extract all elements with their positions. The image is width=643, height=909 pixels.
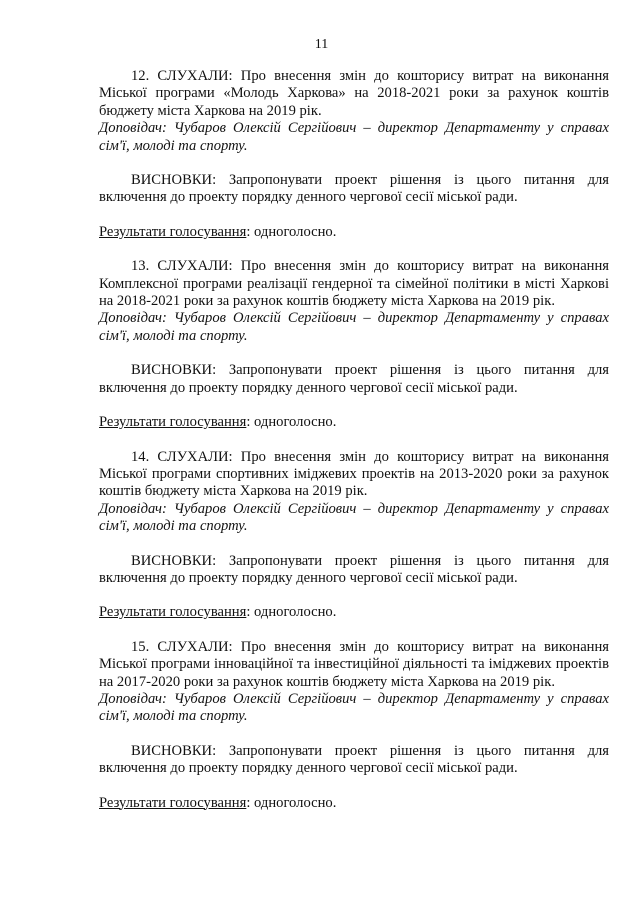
voting-result <box>99 604 609 621</box>
conclusion-paragraph <box>99 172 609 207</box>
heard-text: Про внесення змін до кошторису витрат на виконання Комплексної програми реалізації гендерної та сімейної політики в місті Харкові на 2018-2021 роки за рахунок коштів бюджету міста Харкова на 2019 рік. <box>99 258 610 310</box>
voting-result <box>99 795 609 812</box>
heard-heading: 12. СЛУХАЛИ: <box>131 68 233 84</box>
agenda-item-12 <box>99 68 609 241</box>
voting-result-value: : одноголосно. <box>246 794 337 811</box>
conclusion-label: ВИСНОВКИ: <box>131 552 217 569</box>
heard-paragraph <box>99 258 609 310</box>
reporter-line: Доповідач: Чубаров Олексій Сергійович – директор Департаменту у справах сім'ї, молоді та спорту. <box>99 120 609 154</box>
agenda-item-14 <box>99 449 609 622</box>
conclusion-label: ВИСНОВКИ: <box>131 362 217 379</box>
voting-result-label: Результати голосування <box>99 223 247 240</box>
conclusion-paragraph <box>99 362 609 397</box>
conclusion-label: ВИСНОВКИ: <box>131 742 217 759</box>
heard-text: Про внесення змін до кошторису витрат на виконання Міської програми «Молодь Харкова» на 2018-2021 роки за рахунок коштів бюджету міста Харкова на 2019 рік. <box>99 68 610 119</box>
voting-result <box>99 414 609 431</box>
voting-result-value: : одноголосно. <box>246 414 337 431</box>
voting-result-label: Результати голосування <box>99 604 247 621</box>
conclusion-text: Запропонувати проект рішення із цього питання для включення до проекту порядку денного чергової сесії міської ради. <box>99 742 609 777</box>
page-number: 11 <box>314 37 329 52</box>
voting-result <box>99 224 609 241</box>
agenda-item-13 <box>99 258 609 431</box>
conclusion-text: Запропонувати проект рішення із цього питання для включення до проекту порядку денного чергової сесії міської ради. <box>99 172 609 206</box>
heard-heading: 14. СЛУХАЛИ: <box>131 448 233 465</box>
heard-paragraph <box>99 449 609 501</box>
conclusion-label: ВИСНОВКИ: <box>131 172 217 189</box>
conclusion-text: Запропонувати проект рішення із цього питання для включення до проекту порядку денного чергової сесії міської ради. <box>99 362 609 396</box>
conclusion-paragraph <box>99 743 609 778</box>
heard-text: Про внесення змін до кошторису витрат на виконання Міської програми інноваційної та інвестиційної діяльності та іміджевих проектів на 2017-2020 роки за рахунок коштів бюджету міста Харкова на 2019 рік. <box>99 638 610 690</box>
voting-result-value: : одноголосно. <box>246 223 337 240</box>
document-body <box>99 68 609 812</box>
heard-heading: 13. СЛУХАЛИ: <box>131 258 233 275</box>
heard-text: Про внесення змін до кошторису витрат на виконання Міської програми спортивних іміджевих проектів на 2013-2020 роки за рахунок коштів бюджету міста Харкова на 2019 рік. <box>99 448 610 500</box>
voting-result-label: Результати голосування <box>99 414 247 431</box>
conclusion-text: Запропонувати проект рішення із цього питання для включення до проекту порядку денного чергової сесії міської ради. <box>99 552 609 586</box>
heard-heading: 15. СЛУХАЛИ: <box>131 638 233 655</box>
agenda-item-15 <box>99 639 609 812</box>
reporter-line: Доповідач: Чубаров Олексій Сергійович – директор Департаменту у справах сім'ї, молоді та спорту. <box>99 690 609 725</box>
voting-result-label: Результати голосування <box>99 794 247 811</box>
voting-result-value: : одноголосно. <box>246 604 337 621</box>
reporter-line: Доповідач: Чубаров Олексій Сергійович – директор Департаменту у справах сім'ї, молоді та спорту. <box>99 500 609 535</box>
reporter-line: Доповідач: Чубаров Олексій Сергійович – директор Департаменту у справах сім'ї, молоді та спорту. <box>99 310 609 344</box>
conclusion-paragraph <box>99 553 609 588</box>
heard-paragraph <box>99 639 609 691</box>
heard-paragraph <box>99 68 609 120</box>
